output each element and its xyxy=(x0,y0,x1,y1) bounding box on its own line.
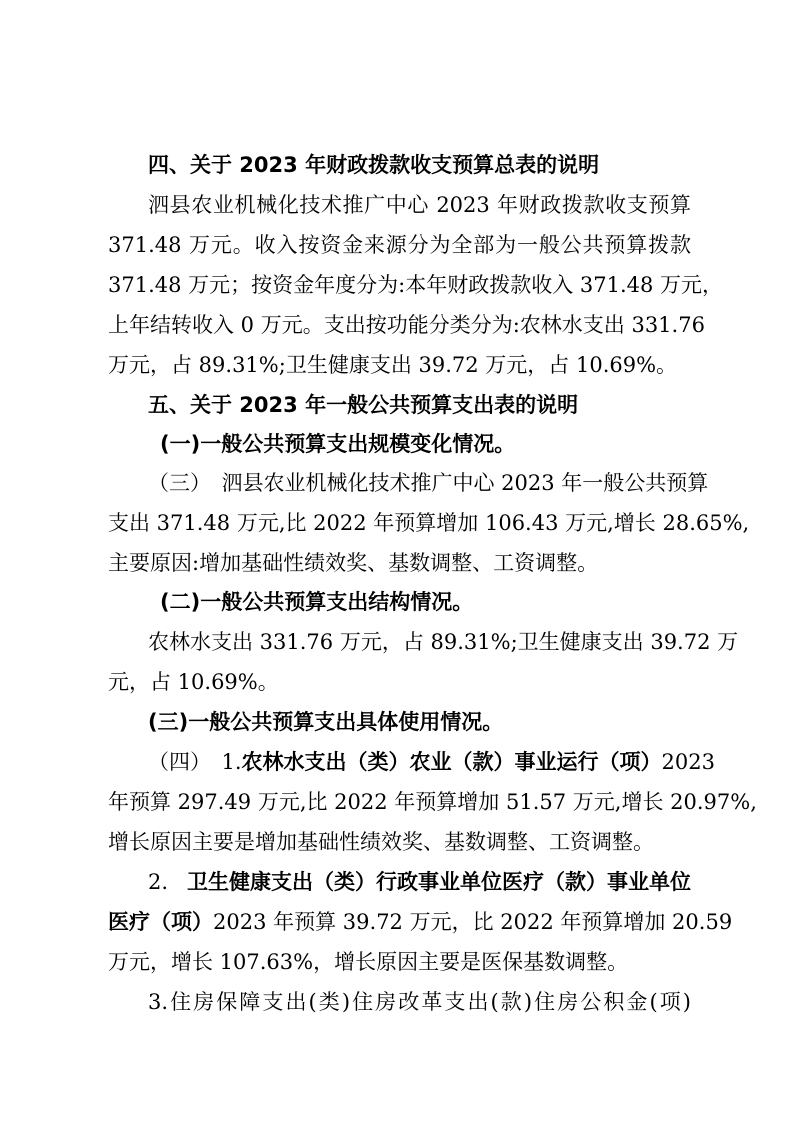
paragraph-line: 万元，占 89.31%;卫生健康支出 39.72 万元，占 10.69%。 xyxy=(108,353,678,377)
paragraph-line: 泗县农业机械化技术推广中心 2023 年财政拨款收支预算 xyxy=(148,193,691,217)
item-2-line xyxy=(148,867,691,897)
paragraph-line: 万元，增长 107.63%，增长原因主要是医保基数调整。 xyxy=(108,950,629,974)
paragraph-line: 主要原因:增加基础性绩效奖、基数调整、工资调整。 xyxy=(108,551,599,575)
paragraph-line: 371.48 万元。收入按资金来源分为全部为一般公共预算拨款 xyxy=(108,233,691,257)
paragraph-line: 支出 371.48 万元,比 2022 年预算增加 106.43 万元,增长 28.65%, xyxy=(108,511,750,535)
item-2-line-cont xyxy=(108,907,733,937)
section-heading-4: 四、关于 2023 年财政拨款收支预算总表的说明 xyxy=(148,153,600,177)
paragraph-line: 上年结转收入 0 万元。支出按功能分类分为:农林水支出 331.76 xyxy=(108,313,705,337)
item-3-line: 3.住房保障支出(类)住房改革支出(款)住房公积金(项) xyxy=(148,990,691,1014)
item-1-line xyxy=(148,747,715,777)
paragraph-line: 增长原因主要是增加基础性绩效奖、基数调整、工资调整。 xyxy=(108,830,654,854)
item-number: （四） 1. xyxy=(148,750,242,774)
item-title: 农林水支出（类）农业（款）事业运行（项） xyxy=(241,750,662,774)
subsection-heading-3: (三)一般公共预算支出具体使用情况。 xyxy=(148,710,504,734)
item-number: 2. xyxy=(148,870,169,894)
item-title-cont: 医疗（项） xyxy=(108,910,213,934)
item-text: 2023 年预算 39.72 万元，比 2022 年预算增加 20.59 xyxy=(213,910,733,934)
section-heading-5: 五、关于 2023 年一般公共预算支出表的说明 xyxy=(148,393,579,417)
subsection-heading-1: (一)一般公共预算支出规模变化情况。 xyxy=(160,432,516,456)
paragraph-line: （三） 泗县农业机械化技术推广中心 2023 年一般公共预算 xyxy=(148,471,709,495)
paragraph-line: 371.48 万元；按资金年度分为:本年财政拨款收入 371.48 万元， xyxy=(108,273,724,297)
paragraph-line: 元，占 10.69%。 xyxy=(108,670,279,694)
paragraph-line: 年预算 297.49 万元,比 2022 年预算增加 51.57 万元,增长 20.97%, xyxy=(108,790,757,814)
item-title: 卫生健康支出（类）行政事业单位医疗（款）事业单位 xyxy=(187,870,691,894)
item-year: 2023 xyxy=(661,750,715,774)
paragraph-line: 农林水支出 331.76 万元，占 89.31%;卫生健康支出 39.72 万 xyxy=(148,630,739,654)
subsection-heading-2: (二)一般公共预算支出结构情况。 xyxy=(160,590,474,614)
